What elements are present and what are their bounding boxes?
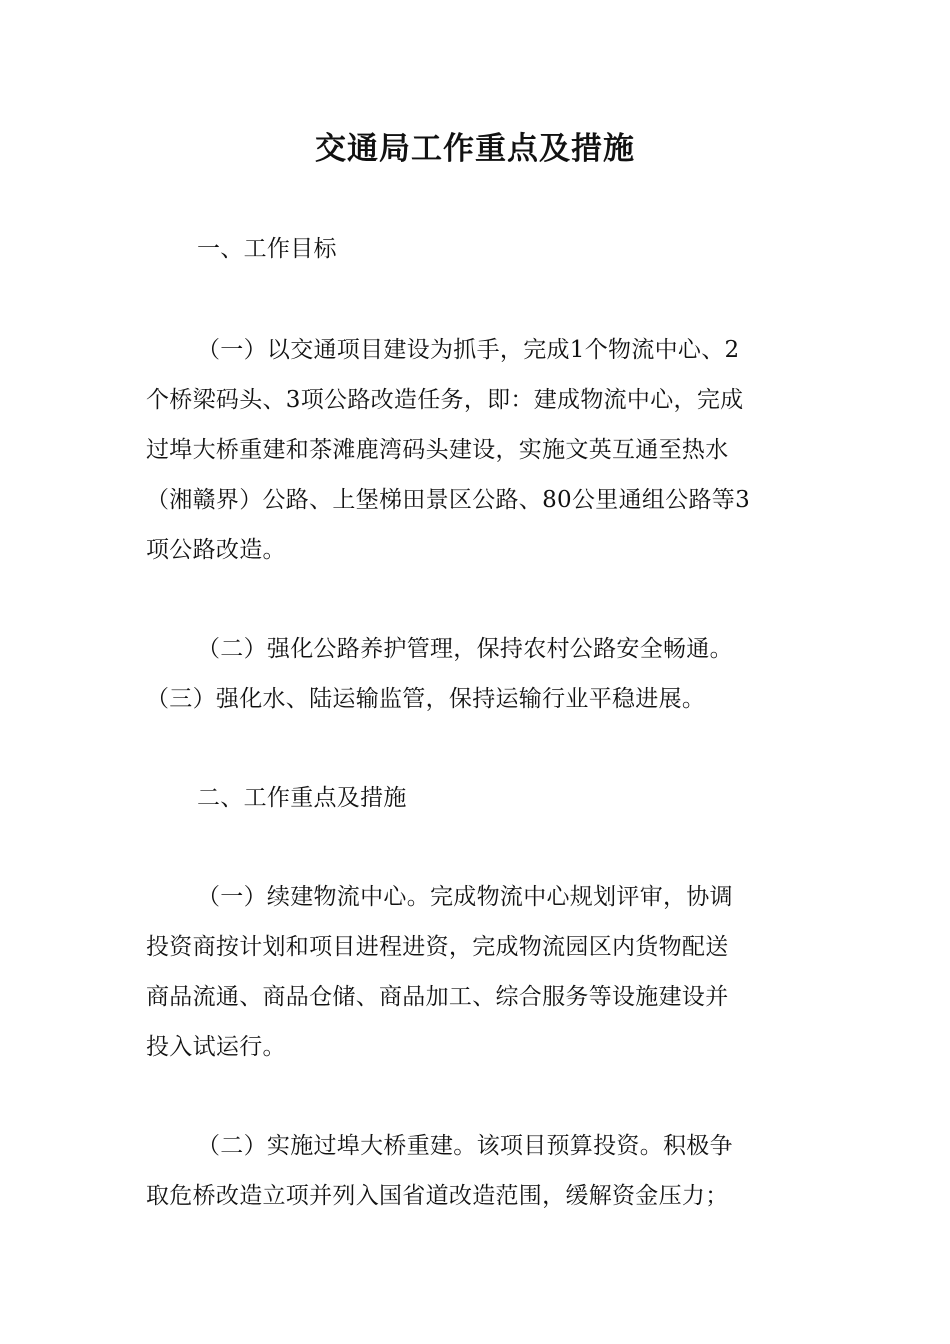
text-line: 商品流通、商品仓储、商品加工、综合服务等设施建设并: [146, 984, 729, 1010]
text-line: （一）以交通项目建设为抓手，完成1个物流中心、2: [197, 337, 740, 363]
document-title: 交通局工作重点及措施: [315, 131, 635, 167]
text-line: 投入试运行。: [146, 1034, 286, 1060]
text-line: 项公路改造。: [146, 537, 286, 563]
text-line: 过埠大桥重建和茶滩鹿湾码头建设，实施文英互通至热水: [146, 437, 729, 463]
text-line: 投资商按计划和项目进程进资，完成物流园区内货物配送: [146, 934, 729, 960]
paragraph-measure-1: [146, 872, 806, 1072]
text-line: （二）强化公路养护管理，保持农村公路安全畅通。: [197, 636, 733, 662]
paragraph-goal-2-3: [146, 624, 806, 724]
text-line: （湘赣界）公路、上堡梯田景区公路、80公里通组公路等3: [146, 487, 750, 513]
section-heading-text: 二、工作重点及措施: [197, 785, 407, 811]
text-line: （三）强化水、陆运输监管，保持运输行业平稳进展。: [146, 686, 706, 712]
paragraph-goal-1: [146, 325, 806, 575]
text-line: （二）实施过埠大桥重建。该项目预算投资。积极争: [197, 1133, 733, 1159]
section-heading-measures: [146, 773, 806, 823]
section-heading-text: 一、工作目标: [197, 236, 337, 262]
section-heading-goals: [146, 224, 806, 274]
text-line: （一）续建物流中心。完成物流中心规划评审，协调: [197, 884, 733, 910]
text-line: 取危桥改造立项并列入国省道改造范围，缓解资金压力；: [146, 1183, 729, 1209]
paragraph-measure-2: [146, 1121, 806, 1221]
text-line: 个桥梁码头、3项公路改造任务，即：建成物流中心，完成: [146, 387, 744, 413]
